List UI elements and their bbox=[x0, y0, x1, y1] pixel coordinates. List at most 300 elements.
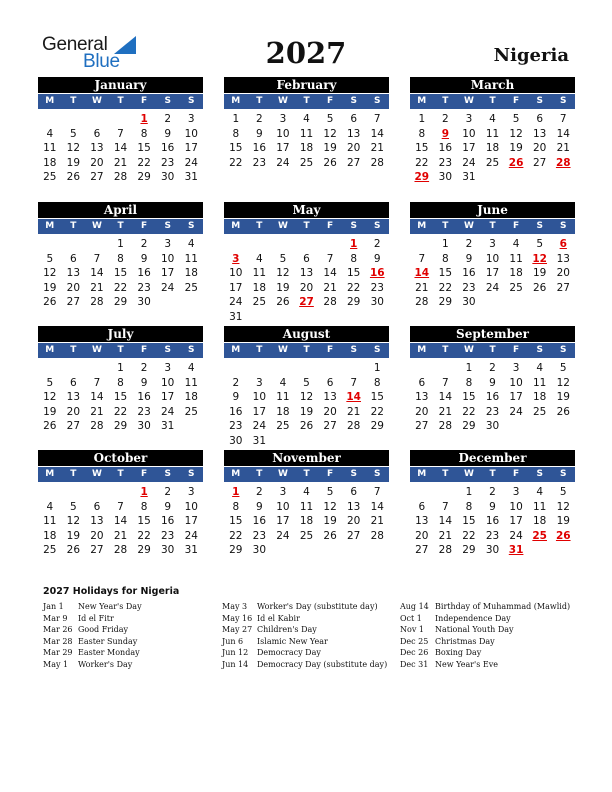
day-cell: 3 bbox=[279, 113, 287, 125]
day-cell bbox=[365, 543, 389, 558]
day-cell: 13 bbox=[346, 500, 361, 513]
day-cell: 21 bbox=[90, 281, 104, 294]
day-cell: 21 bbox=[438, 529, 453, 542]
day-cell: 30 bbox=[137, 420, 151, 432]
day-cell: 10 bbox=[509, 376, 523, 389]
month-title: July bbox=[38, 326, 203, 342]
holiday-item bbox=[43, 601, 142, 613]
day-cell: 2 bbox=[140, 238, 148, 250]
day-cell: 22 bbox=[137, 156, 151, 169]
month-january bbox=[38, 77, 203, 185]
day-cell: 18 bbox=[276, 405, 290, 418]
day-cell: 17 bbox=[229, 281, 243, 294]
weekday-label: F bbox=[513, 469, 520, 479]
weekday-label: S bbox=[536, 221, 543, 231]
day-cell: 31 bbox=[160, 420, 175, 432]
day-cell: 1 bbox=[232, 113, 240, 125]
holiday-name: Islamic New Year bbox=[257, 636, 328, 646]
day-cell: 22 bbox=[438, 281, 453, 294]
day-cell: 31 bbox=[184, 171, 198, 183]
day-cell: 16 bbox=[438, 142, 453, 154]
holiday-name: Democracy Day bbox=[257, 648, 321, 657]
day-cell: 28 bbox=[90, 420, 104, 432]
day-cell: 4 bbox=[187, 238, 195, 250]
day-cell: 18 bbox=[485, 142, 500, 154]
day-cell bbox=[504, 419, 528, 434]
day-cell: 29 bbox=[229, 544, 243, 556]
day-cell: 20 bbox=[532, 142, 547, 154]
day-cell bbox=[504, 295, 528, 310]
weekday-label: M bbox=[45, 96, 55, 106]
month-title: March bbox=[410, 77, 575, 93]
weekday-label: F bbox=[513, 221, 520, 231]
day-cell: 2 bbox=[489, 486, 496, 498]
day-cell: 1 bbox=[465, 486, 473, 498]
month-october bbox=[38, 450, 203, 558]
day-cell: 8 bbox=[140, 500, 148, 513]
day-cell: 5 bbox=[46, 252, 54, 265]
day-cell: 18 bbox=[299, 142, 314, 154]
day-cell: 16 bbox=[137, 267, 151, 279]
day-cell bbox=[318, 361, 342, 376]
day-cell: 1 bbox=[465, 362, 473, 374]
day-cell: 26 bbox=[508, 156, 524, 169]
day-cell: 19 bbox=[323, 515, 337, 527]
day-cell: 21 bbox=[323, 281, 337, 294]
weekday-label: S bbox=[560, 221, 567, 231]
weekday-label: W bbox=[277, 469, 288, 479]
holidays-title: 2027 Holidays for Nigeria bbox=[43, 586, 180, 597]
weekday-label: S bbox=[188, 345, 195, 355]
day-cell: 1 bbox=[350, 238, 358, 250]
day-cell: 15 bbox=[346, 267, 361, 279]
day-cell: 22 bbox=[346, 281, 361, 294]
holiday-name: New Year's Eve bbox=[435, 659, 498, 669]
weekday-label: M bbox=[417, 96, 427, 106]
week-row bbox=[410, 529, 575, 544]
day-cell: 19 bbox=[43, 405, 57, 418]
day-cell: 16 bbox=[160, 515, 175, 527]
day-cell bbox=[179, 419, 203, 434]
day-cell: 17 bbox=[276, 142, 290, 154]
day-cell: 8 bbox=[140, 127, 148, 140]
day-cell: 10 bbox=[184, 500, 198, 513]
holiday-item bbox=[222, 613, 387, 625]
weekday-label: S bbox=[164, 96, 171, 106]
day-cell: 14 bbox=[90, 391, 104, 403]
day-cell: 10 bbox=[509, 500, 523, 513]
day-cell: 23 bbox=[462, 281, 476, 294]
day-cell: 7 bbox=[350, 376, 358, 389]
weekday-label: T bbox=[70, 469, 77, 479]
day-cell: 11 bbox=[252, 267, 267, 279]
day-cell: 12 bbox=[323, 500, 337, 513]
day-cell: 11 bbox=[485, 127, 500, 140]
day-cell bbox=[38, 237, 62, 252]
day-cell: 31 bbox=[508, 544, 524, 556]
day-cell: 16 bbox=[229, 405, 243, 418]
day-cell: 24 bbox=[509, 405, 523, 418]
day-cell: 17 bbox=[252, 405, 267, 418]
day-cell: 10 bbox=[276, 127, 290, 140]
day-cell: 22 bbox=[229, 529, 243, 542]
day-cell: 23 bbox=[485, 405, 500, 418]
day-cell bbox=[271, 237, 295, 252]
day-cell: 24 bbox=[252, 420, 267, 432]
weekday-label: W bbox=[463, 96, 474, 106]
day-cell: 21 bbox=[113, 156, 128, 169]
weekday-label: S bbox=[374, 345, 381, 355]
week-row bbox=[38, 514, 203, 529]
day-cell: 11 bbox=[299, 127, 314, 140]
day-cell: 13 bbox=[299, 267, 314, 279]
day-cell: 21 bbox=[113, 529, 128, 542]
day-cell: 28 bbox=[346, 420, 361, 432]
weekday-label: T bbox=[117, 96, 124, 106]
day-cell: 24 bbox=[184, 529, 198, 542]
day-cell: 29 bbox=[414, 171, 430, 183]
week-row bbox=[410, 361, 575, 376]
day-cell: 7 bbox=[373, 486, 381, 498]
holiday-name: Democracy Day (substitute day) bbox=[257, 659, 388, 669]
day-cell: 20 bbox=[66, 281, 81, 294]
day-cell: 27 bbox=[346, 529, 361, 542]
day-cell bbox=[179, 295, 203, 310]
day-cell: 9 bbox=[232, 391, 240, 403]
week-row bbox=[38, 543, 203, 558]
week-row bbox=[224, 543, 389, 558]
day-cell: 26 bbox=[66, 171, 81, 183]
day-cell: 19 bbox=[299, 405, 314, 418]
day-cell: 28 bbox=[90, 296, 104, 308]
weekday-label: T bbox=[442, 345, 449, 355]
day-cell bbox=[38, 112, 62, 127]
day-cell: 9 bbox=[489, 376, 496, 389]
weekday-header bbox=[38, 343, 203, 358]
day-cell: 30 bbox=[160, 544, 175, 556]
weekday-header bbox=[38, 467, 203, 482]
day-cell: 30 bbox=[370, 296, 384, 308]
holiday-item bbox=[400, 613, 570, 625]
weekday-label: S bbox=[350, 221, 357, 231]
day-cell bbox=[365, 310, 389, 325]
day-cell: 22 bbox=[137, 529, 151, 542]
day-cell: 5 bbox=[559, 486, 567, 498]
day-cell bbox=[528, 170, 552, 185]
day-cell bbox=[551, 170, 575, 185]
day-cell: 5 bbox=[70, 127, 77, 140]
day-cell bbox=[481, 295, 505, 310]
day-cell: 31 bbox=[229, 310, 243, 323]
day-cell: 25 bbox=[532, 405, 547, 418]
month-august bbox=[224, 326, 389, 448]
day-cell bbox=[295, 543, 319, 558]
day-cell: 9 bbox=[465, 252, 473, 265]
day-cell bbox=[109, 112, 133, 127]
weekday-label: W bbox=[91, 345, 102, 355]
day-cell: 28 bbox=[415, 296, 429, 308]
day-cell: 10 bbox=[276, 500, 290, 513]
day-cell: 18 bbox=[184, 391, 198, 403]
holiday-item bbox=[43, 624, 142, 636]
day-cell: 13 bbox=[323, 391, 337, 403]
day-cell: 18 bbox=[532, 391, 547, 403]
day-cell: 12 bbox=[556, 500, 570, 513]
day-cell: 22 bbox=[415, 156, 429, 169]
day-cell: 13 bbox=[90, 515, 104, 527]
week-row bbox=[38, 485, 203, 500]
day-cell: 14 bbox=[90, 267, 104, 279]
weekday-label: T bbox=[70, 345, 77, 355]
day-cell: 12 bbox=[276, 267, 290, 279]
day-cell bbox=[318, 237, 342, 252]
week-row bbox=[224, 156, 389, 171]
day-cell: 3 bbox=[512, 362, 520, 374]
day-cell: 16 bbox=[369, 267, 385, 279]
holiday-name: Worker's Day (substitute day) bbox=[257, 602, 378, 611]
week-row bbox=[410, 170, 575, 185]
month-december bbox=[410, 450, 575, 558]
month-title: January bbox=[38, 77, 203, 93]
day-cell: 19 bbox=[532, 267, 547, 279]
day-cell: 31 bbox=[252, 434, 267, 447]
holiday-name: Id el Fitr bbox=[78, 613, 114, 623]
week-row bbox=[224, 485, 389, 500]
day-cell: 11 bbox=[184, 252, 198, 265]
day-cell: 18 bbox=[252, 281, 267, 294]
day-cell: 9 bbox=[256, 127, 263, 140]
day-cell: 6 bbox=[418, 376, 426, 389]
holiday-date: Dec 25 bbox=[400, 636, 429, 646]
weekday-label: M bbox=[231, 469, 241, 479]
day-cell: 9 bbox=[140, 376, 148, 389]
weekday-label: T bbox=[70, 221, 77, 231]
day-cell bbox=[318, 543, 342, 558]
day-cell: 2 bbox=[256, 486, 263, 498]
day-cell: 18 bbox=[43, 529, 57, 542]
day-cell: 15 bbox=[113, 391, 128, 403]
day-cell: 27 bbox=[66, 296, 81, 308]
week-row bbox=[38, 376, 203, 391]
day-cell: 16 bbox=[252, 142, 267, 154]
day-cell: 21 bbox=[415, 281, 429, 294]
day-cell: 27 bbox=[556, 281, 570, 294]
day-cell: 19 bbox=[66, 529, 81, 542]
day-cell: 30 bbox=[229, 434, 243, 447]
weekday-header bbox=[38, 94, 203, 109]
day-cell: 1 bbox=[442, 238, 449, 250]
brand-name-line2: Blue bbox=[83, 51, 120, 72]
holiday-date: Dec 31 bbox=[400, 659, 429, 669]
day-cell: 22 bbox=[370, 405, 384, 418]
holiday-date: Nov 1 bbox=[400, 625, 424, 634]
day-cell bbox=[481, 170, 505, 185]
week-row bbox=[38, 500, 203, 515]
calendar-year: 2027 bbox=[265, 36, 347, 70]
day-cell: 2 bbox=[489, 362, 496, 374]
day-cell: 12 bbox=[556, 376, 570, 389]
day-cell: 20 bbox=[415, 405, 429, 418]
weekday-label: T bbox=[489, 221, 496, 231]
day-cell bbox=[271, 310, 295, 325]
week-row bbox=[410, 112, 575, 127]
day-cell bbox=[38, 361, 62, 376]
day-cell: 7 bbox=[93, 376, 101, 389]
day-cell: 4 bbox=[512, 238, 520, 250]
weekday-label: T bbox=[442, 221, 449, 231]
day-cell: 6 bbox=[93, 500, 101, 513]
day-cell bbox=[85, 237, 109, 252]
day-cell: 20 bbox=[346, 142, 361, 154]
week-row bbox=[224, 500, 389, 515]
weekday-label: T bbox=[117, 221, 124, 231]
day-cell: 24 bbox=[276, 156, 290, 169]
day-cell: 28 bbox=[438, 544, 453, 556]
day-cell bbox=[410, 237, 434, 252]
day-cell: 13 bbox=[66, 391, 81, 403]
day-cell: 10 bbox=[462, 127, 476, 140]
weekday-header bbox=[410, 219, 575, 234]
day-cell: 19 bbox=[556, 515, 570, 527]
week-row bbox=[38, 170, 203, 185]
day-cell bbox=[528, 295, 552, 310]
day-cell: 5 bbox=[303, 376, 310, 389]
day-cell: 20 bbox=[323, 405, 337, 418]
day-cell bbox=[295, 310, 319, 325]
week-row bbox=[224, 514, 389, 529]
weekday-header bbox=[410, 94, 575, 109]
week-row bbox=[410, 500, 575, 515]
day-cell: 8 bbox=[465, 376, 473, 389]
day-cell: 3 bbox=[164, 238, 172, 250]
day-cell: 20 bbox=[299, 281, 314, 294]
weekday-label: T bbox=[303, 469, 310, 479]
day-cell: 13 bbox=[66, 267, 81, 279]
weekday-label: W bbox=[463, 221, 474, 231]
day-cell: 4 bbox=[303, 486, 310, 498]
day-cell: 18 bbox=[532, 515, 547, 527]
day-cell: 28 bbox=[113, 171, 128, 183]
day-cell: 10 bbox=[252, 391, 267, 403]
day-cell: 3 bbox=[232, 252, 240, 265]
weekday-label: F bbox=[327, 345, 334, 355]
weekday-label: M bbox=[417, 469, 427, 479]
weekday-label: M bbox=[231, 96, 241, 106]
weekday-label: S bbox=[188, 469, 195, 479]
day-cell: 18 bbox=[184, 267, 198, 279]
day-cell: 23 bbox=[137, 281, 151, 294]
weekday-label: T bbox=[117, 469, 124, 479]
day-cell bbox=[62, 361, 86, 376]
holiday-date: May 3 bbox=[222, 602, 248, 611]
day-cell: 13 bbox=[556, 252, 570, 265]
day-cell: 30 bbox=[160, 171, 175, 183]
day-cell: 6 bbox=[559, 238, 567, 250]
day-cell: 15 bbox=[415, 142, 429, 154]
day-cell: 6 bbox=[70, 252, 77, 265]
holiday-date: Mar 28 bbox=[43, 636, 73, 646]
day-cell: 25 bbox=[485, 156, 500, 169]
day-cell: 19 bbox=[276, 281, 290, 294]
holiday-item bbox=[400, 601, 570, 613]
holiday-column bbox=[43, 601, 142, 670]
day-cell: 17 bbox=[160, 267, 175, 279]
day-cell: 19 bbox=[509, 142, 523, 154]
day-cell: 2 bbox=[164, 113, 172, 125]
weekday-label: S bbox=[350, 96, 357, 106]
day-cell: 9 bbox=[441, 127, 450, 140]
day-cell: 4 bbox=[489, 113, 496, 125]
day-cell: 28 bbox=[113, 544, 128, 556]
week-row bbox=[410, 485, 575, 500]
holiday-date: Jun 6 bbox=[222, 636, 244, 646]
day-cell: 6 bbox=[418, 500, 426, 513]
weekday-label: F bbox=[141, 221, 148, 231]
week-row bbox=[410, 237, 575, 252]
day-cell bbox=[156, 295, 180, 310]
week-row bbox=[410, 405, 575, 420]
day-cell: 23 bbox=[370, 281, 384, 294]
month-may bbox=[224, 202, 389, 324]
day-cell: 5 bbox=[559, 362, 567, 374]
week-row bbox=[38, 141, 203, 156]
country-name: Nigeria bbox=[493, 45, 569, 66]
month-march bbox=[410, 77, 575, 185]
day-cell: 16 bbox=[252, 515, 267, 527]
day-cell: 29 bbox=[137, 544, 151, 556]
day-cell: 29 bbox=[113, 296, 128, 308]
weekday-label: F bbox=[513, 345, 520, 355]
holiday-item bbox=[43, 636, 142, 648]
week-row bbox=[224, 434, 389, 449]
month-title: August bbox=[224, 326, 389, 342]
day-cell: 14 bbox=[370, 127, 384, 140]
weekday-label: T bbox=[117, 345, 124, 355]
weekday-label: S bbox=[536, 345, 543, 355]
day-cell: 7 bbox=[117, 127, 124, 140]
day-cell: 11 bbox=[43, 515, 57, 527]
day-cell: 10 bbox=[485, 252, 500, 265]
week-row bbox=[38, 361, 203, 376]
day-cell bbox=[342, 361, 366, 376]
day-cell: 25 bbox=[532, 529, 547, 542]
day-cell: 13 bbox=[90, 142, 104, 154]
day-cell: 10 bbox=[160, 376, 175, 389]
day-cell: 26 bbox=[323, 156, 337, 169]
day-cell: 24 bbox=[485, 281, 500, 294]
holiday-item bbox=[222, 624, 387, 636]
day-cell: 15 bbox=[370, 391, 384, 403]
day-cell bbox=[271, 543, 295, 558]
day-cell: 6 bbox=[303, 252, 310, 265]
day-cell: 17 bbox=[184, 142, 198, 154]
day-cell: 21 bbox=[370, 142, 384, 154]
day-cell: 5 bbox=[536, 238, 544, 250]
holiday-name: Independence Day bbox=[435, 613, 511, 623]
holiday-name: Worker's Day bbox=[78, 659, 133, 669]
holiday-name: Children's Day bbox=[257, 625, 317, 634]
weekday-label: S bbox=[350, 469, 357, 479]
day-cell: 30 bbox=[438, 171, 453, 183]
day-cell: 6 bbox=[350, 113, 358, 125]
day-cell: 26 bbox=[43, 296, 57, 308]
day-cell: 2 bbox=[232, 376, 240, 389]
weekday-label: M bbox=[45, 221, 55, 231]
week-row bbox=[410, 156, 575, 171]
day-cell: 14 bbox=[346, 391, 361, 403]
holiday-item bbox=[400, 659, 570, 671]
day-cell: 23 bbox=[229, 420, 243, 432]
